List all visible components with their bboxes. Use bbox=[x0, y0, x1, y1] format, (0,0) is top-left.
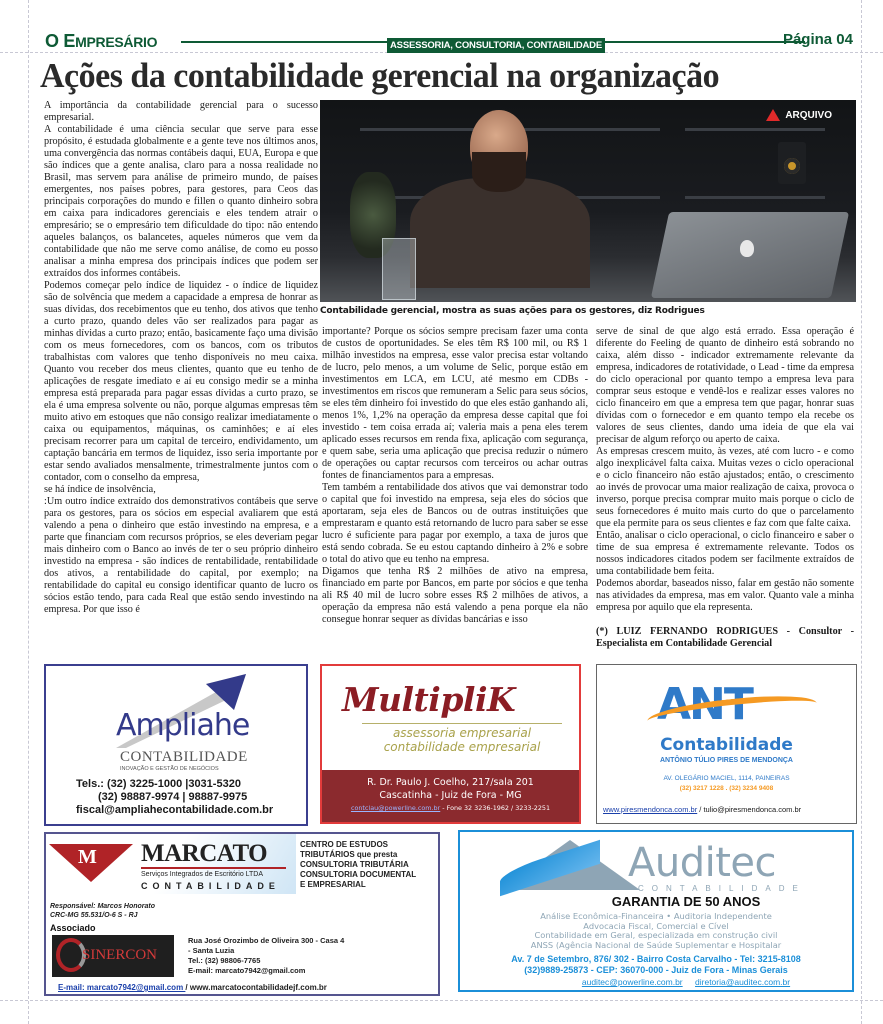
ant-phones: (32) 3217 1228 . (32) 3234 9408 bbox=[679, 785, 774, 792]
sinercon-logo: SINERCON bbox=[52, 935, 174, 977]
associated-label: Associado bbox=[50, 923, 96, 933]
ant-logo: ANT bbox=[657, 679, 752, 730]
divider bbox=[141, 867, 286, 869]
ad-auditec[interactable] bbox=[458, 830, 854, 992]
paragraph: As empresas crescem muito, às vezes, até com lucro - e como algo inexplicável falta caixa. Muitas vezes o ciclo operacional e o ciclo financeiro não estão ajustados; então, o crescimento ao invés de provocar uma maior realização de caixa, provoca o inverso, porque precisa comprar muito mais porque o ciclo de seus fornecedores é muito mais curto do que o parcelamento que ela permite para os seus clientes e faz com que falte caixa. bbox=[596, 446, 854, 529]
marcato-address: Rua José Orozimbo de Oliveira 300 - Casa 4 - Santa Luzia Tel.: (32) 98806-7765 E-mail: marcato7942@gmail.com bbox=[188, 936, 345, 975]
auditec-email-link[interactable]: auditec@powerline.com.br bbox=[581, 977, 683, 987]
auditec-services: Análise Econômica-Financeira • Auditoria Independente Advocacia Fiscal, Comercial e Cível Contabilidade em Geral, especializada em construção civil ANSS (Agência Nacional de Saúde Suplementar e Hospitalar bbox=[530, 911, 782, 950]
auditec-guarantee: GARANTIA DE 50 ANOS bbox=[611, 894, 761, 909]
marcato-services: Serviços Integrados de Escritório LTDA bbox=[141, 871, 264, 878]
shelf bbox=[685, 196, 825, 199]
person bbox=[410, 178, 590, 288]
article-column-3 bbox=[596, 326, 854, 650]
ant-web: www.piresmendonca.com.br / tulio@piresmendonca.com.br bbox=[603, 805, 802, 814]
marcato-subtitle: CONTABILIDADE bbox=[141, 881, 280, 891]
marcato-footer: E-mail: marcato7942@gmail.com / www.marcatocontabilidadejf.com.br bbox=[58, 983, 327, 992]
triangle-logo-icon bbox=[766, 109, 780, 121]
ampliahe-subtitle: CONTABILIDADE bbox=[120, 749, 248, 765]
ant-name: Contabilidade bbox=[660, 735, 793, 755]
marcato-name: MARCATO bbox=[141, 840, 268, 867]
ant-website-link[interactable]: www.piresmendonca.com.br bbox=[603, 805, 698, 814]
ampliahe-email: fiscal@ampliahecontabilidade.com.br bbox=[76, 804, 274, 816]
layout-guide bbox=[0, 1000, 883, 1001]
marcato-email-link[interactable]: E-mail: marcato7942@gmail.com bbox=[58, 983, 186, 992]
article-photo bbox=[320, 100, 856, 302]
paragraph: A importância da contabilidade gerencial para o sucesso empresarial. bbox=[44, 100, 318, 123]
person-beard bbox=[472, 152, 526, 192]
masthead-rule bbox=[605, 41, 805, 43]
paragraph: :Um outro índice extraído dos demonstrativos contábeis que serve para os gestores, para os sócios em especial avaliarem que está valendo a pena o dinheiro que estão investindo na empresa, e a parte que financiam com recursos próprios, se eles deveriam pegar mais dinheiro com o Banco ao invés de ter o seu próprio dinheiro investido na empresa - são índices de rentabilidade, rentabilidade dos ativos, a rentabilidade do capital, por exemplo; na rentabilidade do capital eu consigo identificar quanto de lucro os sócios estão tendo, para cada Real que estão sendo investindo na empresa. Por que isso é bbox=[44, 496, 318, 615]
ampliahe-logo: Ampliahe bbox=[116, 708, 250, 743]
ad-ampliahe[interactable] bbox=[44, 664, 308, 826]
paragraph: Tem também a rentabilidade dos ativos que vai demonstrar todo o capital que foi investido na empresa, seja eles do sócios que aportaram, seja eles de Bancos ou de outras instituições que emprestaram e quanto está retornando de lucro para saber se esse lucro é suficiente para pagar por exemplo, a taxa de juros que está sendo cobrada. Se eu estou captando dinheiro à 2% e sobre o total do ativo que eu tenho na empresa. bbox=[322, 482, 588, 565]
ant-owner: ANTÔNIO TÚLIO PIRES DE MENDONÇA bbox=[659, 757, 793, 764]
page-number: Página 04 bbox=[782, 31, 853, 48]
section-tag: ASSESSORIA, CONSULTORIA, CONTABILIDADE bbox=[387, 38, 605, 53]
paragraph: A contabilidade é uma ciência secular que serve para esse propósito, é estudada globalmente e a gente teve nos últimos anos, uma convergência das normas contábeis daqui, EUA, Europa e que são índices que a gente analisa, claro para a nossa realidade no Brasil, mas servem para análise de primeiro mundo, de países emergentes, nos países pobres, para gestores, para Ceos das principais corporações do mundo e fillen o quanto dinheiro sobra em caixa para indicadores gerenciais e eles tendem atrair o empresário; se o empresário tem dificuldade do tipo: não entendo aqueles balanços, os balancetes, aqueles números que vem da contabilidade que não me serve como análise, de como eu posso analisar a minha empresa dos principais índices que podem ser extraídos dos informes contábeis. bbox=[44, 124, 318, 279]
ant-address: AV. OLEGÁRIO MACIEL, 1114, PAINEIRAS bbox=[663, 775, 790, 782]
masthead bbox=[45, 31, 853, 53]
paragraph: se há índice de insolvência, bbox=[44, 484, 156, 495]
article-column-2 bbox=[322, 326, 588, 626]
multiplik-logo: MultipliK bbox=[342, 680, 516, 719]
photo-caption: Contabilidade gerencial, mostra as suas ações para os gestores, diz Rodrigues bbox=[320, 306, 705, 316]
article-headline: Ações da contabilidade gerencial na organização bbox=[40, 56, 720, 95]
auditec-emails bbox=[460, 977, 852, 987]
photo-credit: ARQUIVO bbox=[766, 109, 832, 121]
paragraph: Podemos abordar, baseados nisso, falar em gestão não somente nas atividades da empresa, mas em valor. Quanto vale a minha empresa por aquilo que ela representa. bbox=[596, 578, 854, 613]
paragraph: importante? Porque os sócios sempre precisam fazer uma conta de custos de oportunidades. Se eles têm R$ 100 mil, ou R$ 1 milhão investidos na empresa, esse valor precisa estar voltando de lucro, pelo menos, a um volume de Selic, porque estão em investimentos em LCA, em LCU, até mesmo em CDBs - investimentos em riscos que remuneram a Selic para seus sócios, se eles têm dinheiro foi investido do que eles estão ganhando ali, menos 1%, 1,2% na operação da empresa desse capital que foi investido - tem coisa errada aí; valeria mais a pena eles terem aplicado esses recursos em renda fixa, aplicação com segurança, e quem sabe, seria uma aplicação que precisa reduzir o número de operações ou captar recursos com terceiros ou achar outras fontes de financiamentos para a empresas. bbox=[322, 326, 588, 481]
shelf bbox=[685, 128, 825, 131]
multiplik-email-link[interactable]: contclau@powerline.com.br bbox=[350, 804, 441, 812]
publication-name: O EMPRESÁRIO bbox=[45, 31, 158, 51]
ad-multiplik[interactable] bbox=[320, 664, 581, 824]
multiplik-services: assessoria empresarial contabilidade empresarial bbox=[383, 726, 541, 754]
layout-guide bbox=[28, 0, 29, 1024]
paragraph: Então, analisar o ciclo operacional, o ciclo financeiro e saber o time de sua empresa é extremamente relevante. Todos os nossos indicadores citados podem ser facilmente extraídos de uma contabilidade bem feita. bbox=[596, 530, 854, 577]
author-byline: (*) LUIZ FERNANDO RODRIGUES - Consultor - Especialista em Contabilidade Gerencial bbox=[596, 626, 854, 649]
speaker bbox=[778, 142, 806, 184]
ampliahe-tagline: INOVAÇÃO E GESTÃO DE NEGÓCIOS bbox=[120, 766, 219, 772]
paragraph: Digamos que tenha R$ 2 milhões de ativo na empresa, financiado em parte por Bancos, em parte por sócios e que tenha ali R$ 40 mil de lucro sobre esses R$ 2 milhões de ativos, a operação da empresa não está valendo a pena porque ela não consegue honrar sequer as dívidas bancárias e isso bbox=[322, 566, 588, 625]
paragraph: Podemos começar pelo índice de liquidez - o índice de liquidez são de solvência que medem a capacidade a empresa de honrar as suas dívidas, dos recebimentos que eu tenho, dos ativos que tenho a curto prazo, quando deles vão ser realizados para pagar as minhas dívidas a curto prazo; então, basicamente faço uma divisão com os meus fornecedores, com os bancos, com os tributos trabalhistas com valores que tenho disponíveis no meu caixa. Quanto vou receber dos meus clientes, quanto que eu tenho de aplicações de resgate imediato e aí eu consigo medir se a minha empresa está preparada para pagar essas dívidas a curto prazo, se ela é uma empresa solvente ou não, porque algumas empresas têm muito ativo em estoques que não consigo realizar imediatamente o caixa ou equipamentos, máquinas, os caminhões; e aí eles precisam recorrer para um capital de terceiro, endividamento, um captação bancária em termos de liquidez, isso seria importante por estar sendo avaliados mensalmente, trimestralmente juntos com o contador, com o conselho da empresa, bbox=[44, 280, 318, 483]
auditec-director-email-link[interactable]: diretoria@auditec.com.br bbox=[695, 977, 791, 987]
ad-ant-contabilidade[interactable] bbox=[596, 664, 857, 824]
masthead-rule bbox=[181, 41, 387, 43]
auditec-address: Av. 7 de Setembro, 876/ 302 - Bairro Costa Carvalho - Tel: 3215-8108 (32)9889-25873 - CEP: 36070-000 - Juiz de Fora - Minas Gerais bbox=[511, 954, 801, 975]
article-column-1 bbox=[44, 100, 318, 616]
paragraph: serve de sinal de que algo está errado. Essa operação é diferente do Feeling de quanto de dinheiro está sobrando no caixa, além disso - indicador extremamente relevante da empresa, indicadores de rotatividade, o Lead - time da empresa do ciclo operacional por quanto tempo a empresa leva para comprar seus estoque e vendê-los e realizar esses valores no ciclo financeiro em que a empresa tem que pagar, honrar suas dívidas com o fornecedor e em quanto tempo ela recebe os valores de seus clientes, dando uma ideia de que ela vai precisar de algum reforço ou aperto de caixa. bbox=[596, 326, 854, 445]
divider bbox=[362, 723, 562, 724]
water-glass bbox=[382, 238, 416, 300]
multiplik-contact: R. Dr. Paulo J. Coelho, 217/sala 201 Cascatinha - Juiz de Fora - MG contclau@powerline.com.br - Fone 32 3236-1962 / 3233-2251 bbox=[322, 770, 579, 822]
layout-guide bbox=[861, 0, 862, 1024]
marcato-description: CENTRO DE ESTUDOS TRIBUTÁRIOS que presta CONSULTORIA TRIBUTÁRIA CONSULTORIA DOCUMENTAL E EMPRESARIAL bbox=[300, 840, 417, 889]
marcato-responsible: Responsável: Marcos Honorato CRC-MG 55.531/O-6 S - RJ bbox=[50, 903, 156, 919]
auditec-logo: Auditec bbox=[628, 840, 777, 886]
marcato-logo-letter: M bbox=[78, 846, 97, 868]
apple-logo-icon bbox=[740, 240, 754, 257]
ampliahe-contact: Tels.: (32) 3225-1000 |3031-5320 (32) 98887-9974 | 98887-9975 fiscal@ampliahecontabilidade.com.br bbox=[76, 778, 296, 817]
ad-marcato[interactable] bbox=[44, 832, 440, 996]
auditec-subtitle: CONTABILIDADE bbox=[638, 884, 806, 893]
